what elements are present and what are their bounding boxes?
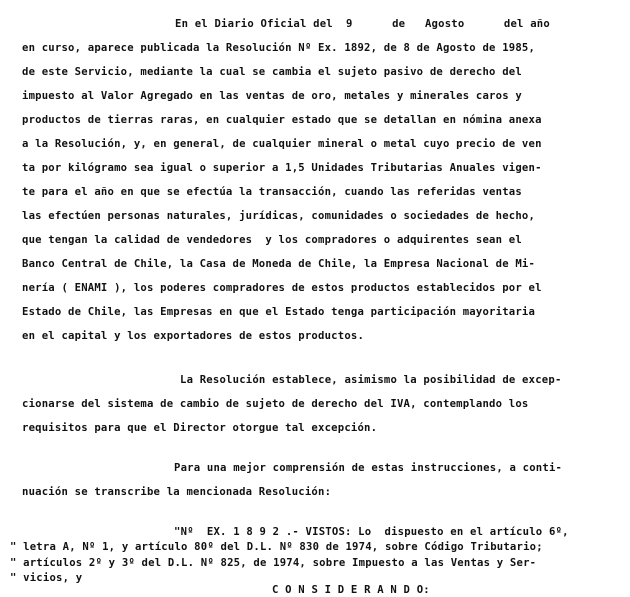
quote-line-3: " artículos 2º y 3º del D.L. Nº 825, de 1974, sobre Impuesto a las Ventas y Ser-: [10, 557, 537, 569]
paragraph-1-line-1: En el Diario Oficial del 9 de Agosto del año: [175, 18, 550, 30]
paragraph-2-line-1: La Resolución establece, asimismo la posibilidad de excep-: [180, 374, 562, 386]
paragraph-1-line-12: nería ( ENAMI ), los poderes compradores de estos productos establecidos por el: [22, 282, 542, 294]
paragraph-1-line-4: impuesto al Valor Agregado en las ventas de oro, metales y minerales caros y: [22, 90, 522, 102]
paragraph-1-line-2: en curso, aparece publicada la Resolución Nº Ex. 1892, de 8 de Agosto de 1985,: [22, 42, 536, 54]
quote-line-4: " vicios, y: [10, 572, 83, 584]
paragraph-1-line-10: que tengan la calidad de vendedores y los compradores o adquirentes sean el: [22, 234, 522, 246]
paragraph-1-line-5: productos de tierras raras, en cualquier estado que se detallan en nómina anexa: [22, 114, 542, 126]
paragraph-1-line-6: a la Resolución, y, en general, de cualquier mineral o metal cuyo precio de ven: [22, 138, 542, 150]
quote-line-2: " letra A, Nº 1, y artículo 80º del D.L. Nº 830 de 1974, sobre Código Tributario;: [10, 541, 543, 553]
paragraph-2-line-2: cionarse del sistema de cambio de sujeto de derecho del IVA, contemplando los: [22, 398, 529, 410]
paragraph-1-line-9: las efectúen personas naturales, jurídicas, comunidades o sociedades de hecho,: [22, 210, 536, 222]
paragraph-1-line-11: Banco Central de Chile, la Casa de Moneda de Chile, la Empresa Nacional de Mi-: [22, 258, 536, 270]
paragraph-1-line-13: Estado de Chile, las Empresas en que el Estado tenga participación mayoritaria: [22, 306, 536, 318]
quote-line-1: "Nº EX. 1 8 9 2 .- VISTOS: Lo dispuesto en el artículo 6º,: [174, 526, 569, 538]
paragraph-1-line-14: en el capital y los exportadores de estos productos.: [22, 330, 365, 342]
considerando-heading: C O N S I D E R A N D O:: [272, 584, 430, 596]
paragraph-1-line-8: te para el año en que se efectúa la transacción, cuando las referidas ventas: [22, 186, 522, 198]
paragraph-1-line-3: de este Servicio, mediante la cual se cambia el sujeto pasivo de derecho del: [22, 66, 522, 78]
paragraph-1-line-7: ta por kilógramo sea igual o superior a 1,5 Unidades Tributarias Anuales vigen-: [22, 162, 542, 174]
paragraph-3-line-1: Para una mejor comprensión de estas instrucciones, a conti-: [174, 462, 563, 474]
paragraph-2-line-3: requisitos para que el Director otorgue tal excepción.: [22, 422, 378, 434]
paragraph-3-line-2: nuación se transcribe la mencionada Resolución:: [22, 486, 332, 498]
